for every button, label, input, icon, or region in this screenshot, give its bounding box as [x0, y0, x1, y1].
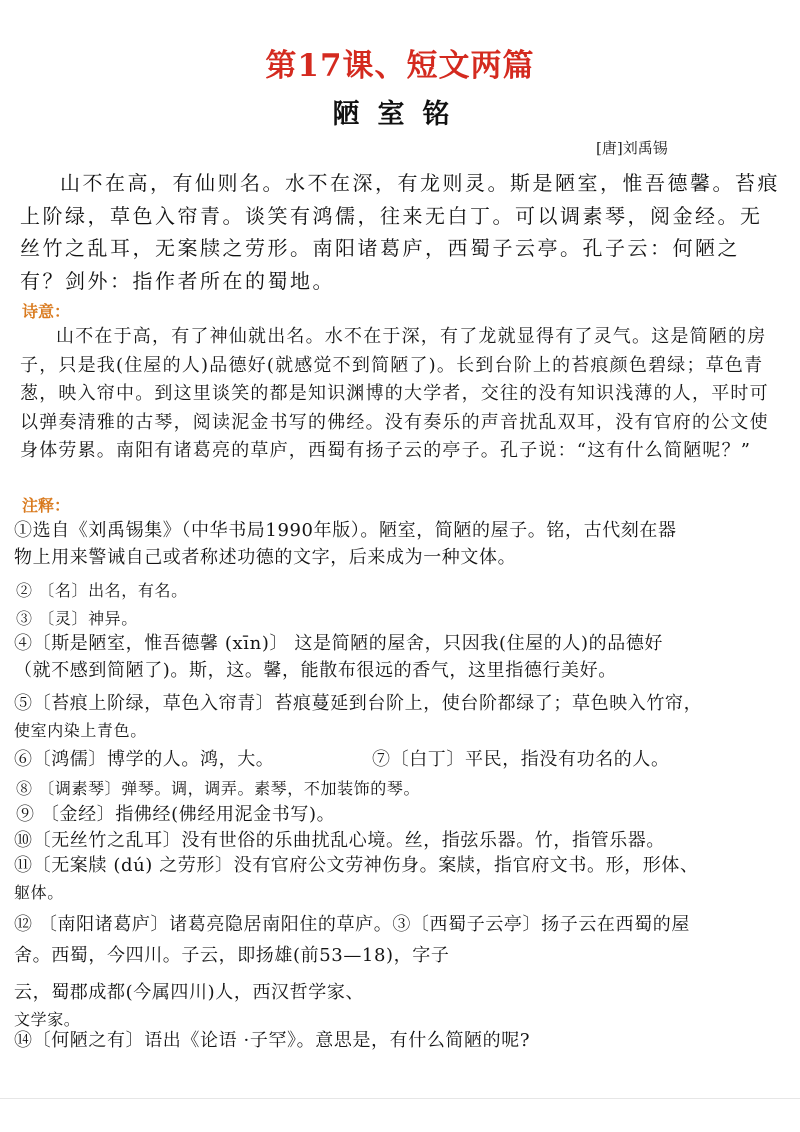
note-5-line-2: 使室内染上青色。 [14, 721, 147, 740]
note-6: ⑥〔鸿儒〕博学的人。鸿，大。 [14, 749, 275, 770]
note-12-line-2: 舍。西蜀，今四川。子云，即扬雄(前53—18)，字子 [14, 945, 450, 966]
note-10: ⑩〔无丝竹之乱耳〕没有世俗的乐曲扰乱心境。丝，指弦乐器。竹，指管乐器。 [14, 830, 665, 851]
note-11-line-2: 躯体。 [14, 883, 64, 902]
note-12-line-3: 云，蜀郡成都(今属四川)人，西汉哲学家、 [14, 982, 365, 1003]
notes-label: 注释： [22, 496, 71, 515]
poem-title: 陋室铭 [332, 99, 468, 130]
original-text [20, 167, 780, 297]
note-1 [14, 517, 790, 571]
note-4-line-2: （就不感到简陋了)。斯，这。馨，能散布很远的香气，这里指德行美好。 [14, 660, 617, 681]
original-paragraph: 山不在高，有仙则名。水不在深，有龙则灵。斯是陋室，惟吾德馨。苔痕上阶绿，草色入帘青。谈笑有鸿儒，往来无白丁。可以调素琴，阅金经。无丝竹之乱耳，无案牍之劳形。南阳诸葛庐，西蜀子云亭。孔子云：何陋之有？剑外：指作者所在的蜀地。 [20, 171, 780, 293]
note-7: ⑦〔白丁〕平民，指没有功名的人。 [372, 749, 670, 770]
lesson-title: 第17课、短文两篇 [265, 48, 535, 84]
note-3: ③ 〔灵〕神异。 [16, 609, 138, 628]
note-4-line-1: ④〔斯是陋室，惟吾德馨 (xīn)〕 这是简陋的屋舍，只因我(住屋的人)的品德好 [14, 633, 664, 654]
note-9: ⑨ 〔金经〕指佛经(佛经用泥金书写)。 [16, 804, 336, 825]
note-5-line-1: ⑤〔苔痕上阶绿，草色入帘青〕苔痕蔓延到台阶上，使台阶都绿了；草色映入竹帘， [14, 693, 703, 714]
translation-text [20, 323, 780, 466]
note-11 [14, 852, 790, 906]
page-bottom-divider [0, 1098, 800, 1099]
note-2: ② 〔名〕出名，有名。 [16, 581, 188, 600]
note-11-line-1: ⑪〔无案牍 (dú) 之劳形〕没有官府公文劳神伤身。案牍，指官府文书。形，形体、 [14, 855, 699, 876]
note-5 [14, 690, 790, 744]
note-8: ⑧ 〔调素琴〕弹琴。调，调弄。素琴，不加装饰的琴。 [16, 779, 421, 798]
note-12-line-4: 文学家。 [14, 1010, 81, 1029]
translation-label: 诗意： [22, 302, 71, 321]
note-12-line-1: ⑫ 〔南阳诸葛庐〕诸葛亮隐居南阳住的草庐。③〔西蜀子云亭〕扬子云在西蜀的屋 [14, 914, 690, 935]
translation-paragraph: 山不在于高，有了神仙就出名。水不在于深，有了龙就显得有了灵气。这是简陋的房子，只是我(住屋的人)品德好(就感觉不到简陋了)。长到台阶上的苔痕颜色碧绿；草色青葱，映入帘中。到这里谈笑的都是知识渊博的大学者，交往的没有知识浅薄的人，平时可以弹奏清雅的古琴，阅读泥金书写的佛经。没有奏乐的声音扰乱双耳，没有官府的公文使身体劳累。南阳有诸葛亮的草庐，西蜀有扬子云的亭子。孔子说：“这有什么简陋呢？” [20, 326, 769, 461]
note-14: ⑭〔何陋之有〕语出《论语 ·子罕》。意思是，有什么简陋的呢? [14, 1030, 531, 1051]
author-attribution: [唐]刘禹锡 [596, 139, 668, 157]
note-1-line-2: 物上用来警诫自己或者称述功德的文字，后来成为一种文体。 [14, 547, 517, 568]
note-12 [14, 911, 790, 1033]
note-4 [14, 630, 790, 684]
note-1-line-1: ①选自《刘禹锡集》（中华书局1990年版）。陋室，简陋的屋子。铭，古代刻在器 [14, 520, 677, 541]
